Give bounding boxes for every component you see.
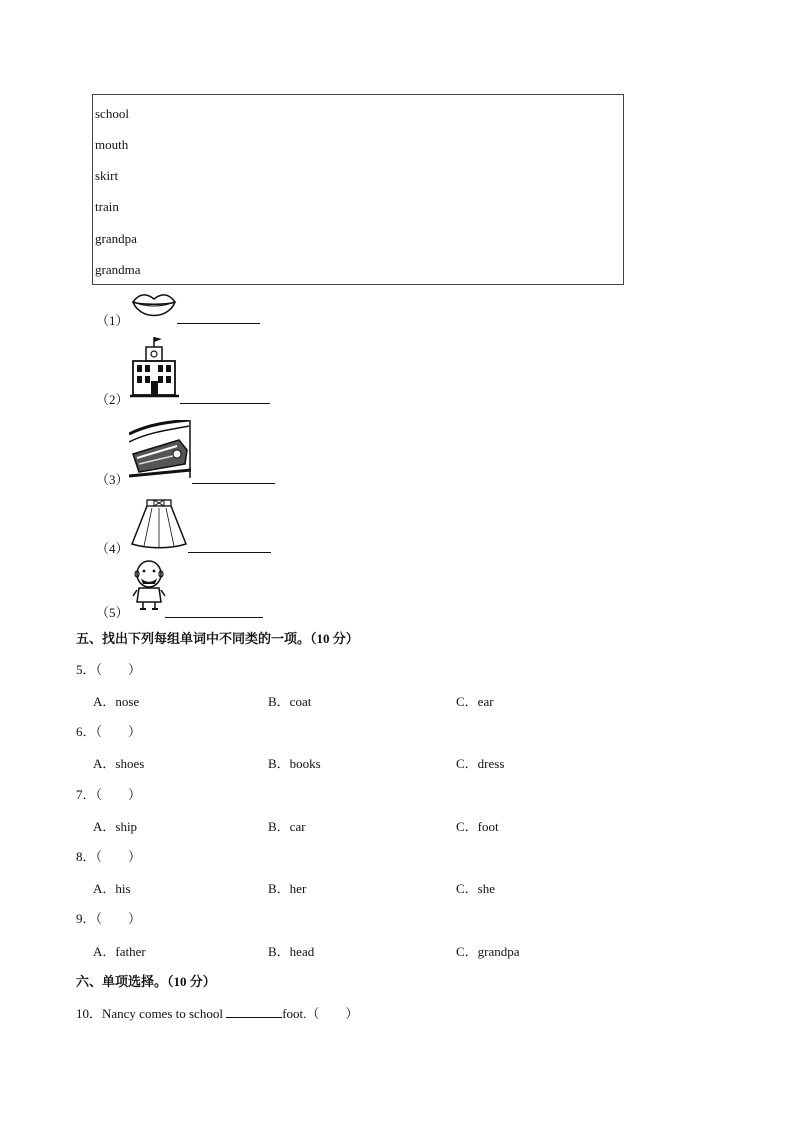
lips-icon	[130, 290, 178, 322]
option-a[interactable]: A．father	[93, 944, 146, 959]
question-number: 5．（ ）	[76, 662, 142, 677]
picture-item-number: （3）	[96, 472, 129, 487]
answer-blank-2[interactable]	[180, 403, 270, 404]
option-b[interactable]: B．her	[268, 881, 307, 896]
question-10-prefix: 10．Nancy comes to school	[76, 1006, 227, 1021]
picture-item-number: （2）	[96, 392, 129, 407]
question-10	[76, 1003, 358, 1022]
word-bank-item: grandpa	[95, 231, 137, 246]
picture-item-number: （1）	[96, 313, 129, 328]
word-bank-item: mouth	[95, 137, 129, 152]
word-bank-box	[92, 94, 624, 285]
word-bank-item: skirt	[95, 168, 119, 183]
section-5-title: 五、找出下列每组单词中不同类的一项。（10 分）	[76, 631, 359, 646]
question-10-suffix: foot.（ ）	[282, 1006, 359, 1021]
answer-blank-4[interactable]	[188, 552, 271, 553]
option-c[interactable]: C．dress	[456, 756, 505, 771]
grandpa-icon	[131, 558, 167, 612]
question-number: 9．（ ）	[76, 911, 142, 926]
answer-blank-1[interactable]	[177, 323, 260, 324]
answer-blank-5[interactable]	[165, 617, 263, 618]
school-building-icon	[130, 335, 180, 399]
word-bank-item: train	[95, 199, 119, 214]
section-6-title: 六、单项选择。（10 分）	[76, 974, 216, 989]
option-c[interactable]: C．she	[456, 881, 496, 896]
option-b[interactable]: B．car	[268, 819, 306, 834]
word-bank-item: school	[95, 106, 129, 121]
picture-item-number: （5）	[96, 605, 129, 620]
question-number: 6．（ ）	[76, 724, 142, 739]
train-icon	[129, 420, 193, 480]
question-10-blank[interactable]	[226, 1006, 282, 1018]
option-c[interactable]: C．grandpa	[456, 944, 520, 959]
option-c[interactable]: C．ear	[456, 694, 494, 709]
option-b[interactable]: B．books	[268, 756, 321, 771]
option-b[interactable]: B．coat	[268, 694, 312, 709]
option-a[interactable]: A．ship	[93, 819, 138, 834]
question-number: 7．（ ）	[76, 787, 142, 802]
word-bank-item: grandma	[95, 262, 141, 277]
option-b[interactable]: B．head	[268, 944, 315, 959]
option-c[interactable]: C．foot	[456, 819, 499, 834]
option-a[interactable]: A．his	[93, 881, 131, 896]
answer-blank-3[interactable]	[192, 483, 275, 484]
skirt-icon	[130, 496, 188, 550]
option-a[interactable]: A．shoes	[93, 756, 145, 771]
option-a[interactable]: A．nose	[93, 694, 140, 709]
picture-item-number: （4）	[96, 541, 129, 556]
question-number: 8．（ ）	[76, 849, 142, 864]
